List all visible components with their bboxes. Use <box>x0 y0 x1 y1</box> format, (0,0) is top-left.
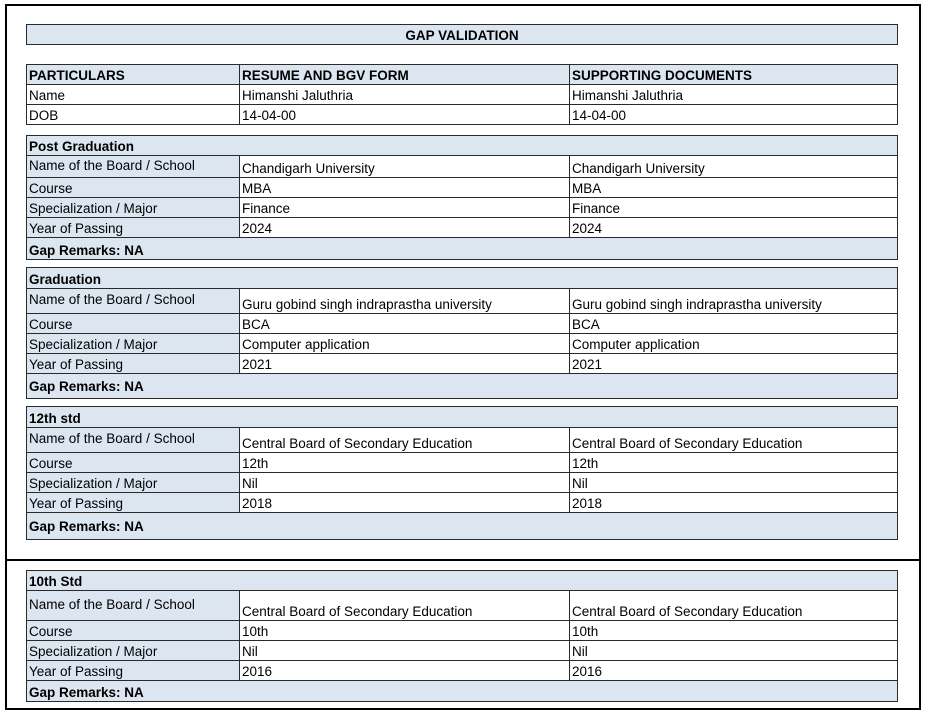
table-row <box>27 661 897 681</box>
row-label: Name of the Board / School <box>27 591 240 620</box>
row-label: Name of the Board / School <box>27 156 240 177</box>
row-resume-value: 12th <box>240 453 570 472</box>
row-resume-value: 2024 <box>240 218 570 237</box>
row-label: Course <box>27 621 240 640</box>
row-docs-value: 10th <box>572 624 599 639</box>
section-heading: 10th Std <box>29 574 83 589</box>
row-resume-value: Himanshi Jaluthria <box>240 85 570 104</box>
row-label: Name of the Board / School <box>27 289 240 313</box>
row-resume-value: 2021 <box>240 354 570 373</box>
row-label: Specialization / Major <box>27 334 240 353</box>
row-resume-value: Nil <box>240 473 570 492</box>
table-row <box>27 641 897 661</box>
row-docs-value: 12th <box>572 456 599 471</box>
row-label: Specialization / Major <box>27 198 240 217</box>
table-row <box>27 428 897 453</box>
table-row <box>27 314 897 334</box>
row-label: Name <box>27 85 240 104</box>
row-resume-value: Central Board of Secondary Education <box>240 428 570 452</box>
row-resume-value: Central Board of Secondary Education <box>240 591 570 620</box>
row-label: Name of the Board / School <box>27 428 240 452</box>
row-label: Course <box>27 453 240 472</box>
page-title: GAP VALIDATION <box>405 28 519 43</box>
row-docs-value: Nil <box>572 476 588 491</box>
header-supporting-docs: SUPPORTING DOCUMENTS <box>572 68 753 83</box>
table-row <box>27 289 897 314</box>
section-graduation <box>26 267 898 399</box>
row-resume-value: Chandigarh University <box>240 156 570 177</box>
table-row <box>27 156 897 178</box>
table-row <box>27 198 897 218</box>
table-row <box>27 178 897 198</box>
table-row <box>27 85 897 105</box>
row-label: Course <box>27 314 240 333</box>
table-row <box>27 473 897 493</box>
table-row <box>27 334 897 354</box>
row-label: Specialization / Major <box>27 641 240 660</box>
row-label: Year of Passing <box>27 493 240 512</box>
section-heading: Post Graduation <box>29 139 135 154</box>
row-docs-value: Computer application <box>572 337 700 352</box>
table-row <box>27 105 897 124</box>
section-heading: 12th std <box>29 411 81 426</box>
row-docs-value: 2024 <box>572 221 603 236</box>
header-resume: RESUME AND BGV FORM <box>240 65 570 84</box>
row-docs-value: MBA <box>572 181 602 196</box>
row-label: Year of Passing <box>27 661 240 680</box>
row-docs-value: 2016 <box>572 664 603 679</box>
gap-remarks: Gap Remarks: NA <box>29 685 144 700</box>
row-docs-value: Guru gobind singh indraprastha university <box>572 297 822 312</box>
row-docs-value: Chandigarh University <box>572 161 705 176</box>
row-resume-value: BCA <box>240 314 570 333</box>
table-row <box>27 493 897 513</box>
table-header-row <box>27 65 897 85</box>
gap-remarks: Gap Remarks: NA <box>29 243 144 258</box>
section-12th-std <box>26 406 898 540</box>
table-row <box>27 621 897 641</box>
row-docs-value: Finance <box>572 201 621 216</box>
table-row <box>27 354 897 374</box>
row-docs-value: Central Board of Secondary Education <box>572 436 803 451</box>
row-resume-value: 14-04-00 <box>240 105 570 124</box>
gap-remarks: Gap Remarks: NA <box>29 379 144 394</box>
row-resume-value: 2018 <box>240 493 570 512</box>
row-resume-value: 10th <box>240 621 570 640</box>
row-label: Year of Passing <box>27 354 240 373</box>
row-docs-value: Nil <box>572 644 588 659</box>
section-heading: Graduation <box>29 272 102 287</box>
row-resume-value: 2016 <box>240 661 570 680</box>
row-resume-value: Nil <box>240 641 570 660</box>
row-docs-value: Central Board of Secondary Education <box>572 604 803 619</box>
personal-table <box>26 64 898 125</box>
row-label: Specialization / Major <box>27 473 240 492</box>
row-docs-value: 2018 <box>572 496 603 511</box>
row-docs-value: 2021 <box>572 357 603 372</box>
title-bar <box>26 24 898 45</box>
header-particulars: PARTICULARS <box>27 65 240 84</box>
section-10th-std <box>26 570 898 702</box>
row-label: Course <box>27 178 240 197</box>
table-row <box>27 218 897 238</box>
gap-remarks: Gap Remarks: NA <box>29 519 144 534</box>
row-label: Year of Passing <box>27 218 240 237</box>
row-resume-value: Finance <box>240 198 570 217</box>
section-post-graduation <box>26 135 898 260</box>
row-docs-value: 14-04-00 <box>572 108 627 123</box>
row-resume-value: MBA <box>240 178 570 197</box>
table-row <box>27 591 897 621</box>
row-label: DOB <box>27 105 240 124</box>
row-resume-value: Guru gobind singh indraprastha university <box>240 289 570 313</box>
row-docs-value: BCA <box>572 317 600 332</box>
row-docs-value: Himanshi Jaluthria <box>572 88 684 103</box>
row-resume-value: Computer application <box>240 334 570 353</box>
table-row <box>27 453 897 473</box>
